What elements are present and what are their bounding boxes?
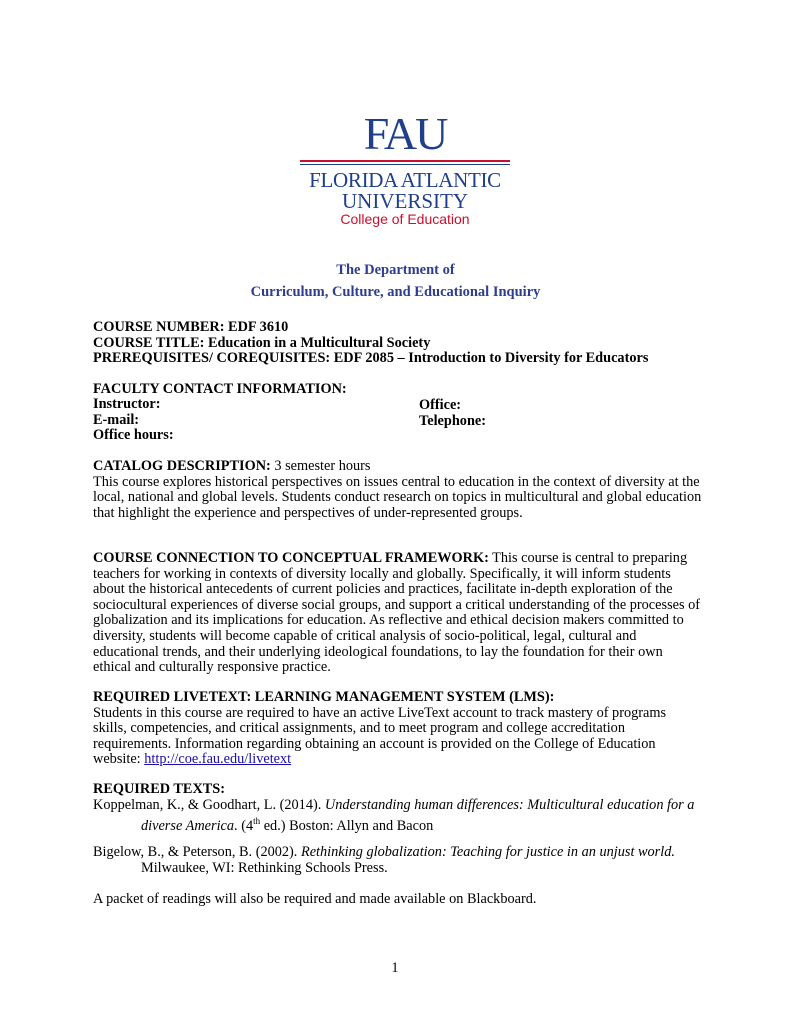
framework-body: This course is central to preparing teachers for working in contexts of diversity locally and globally. Specifically, it will inform students about the historical antecedents of current policies and practices, facilitate in-depth exploration of the sociocultural experiences of diverse social groups, and support a critical understanding of the processes of globalization and its implications for education. As reflective and ethical decision makers committed to diversity, students will become capable of critical analysis of socio-political, legal, cultural and educational trends, and their underlying ideological foundations, to lay the foundation for their own ethical and culturally responsive practice. — [93, 550, 701, 676]
course-number: COURSE NUMBER: EDF 3610 — [93, 319, 289, 335]
course-prerequisites: PREREQUISITES/ COREQUISITES: EDF 2085 – Introduction to Diversity for Educators — [93, 350, 649, 366]
logo-blue-rule — [300, 164, 510, 165]
ref1-title: Understanding human differences: Multicultural education for a diverse America — [141, 797, 695, 834]
livetext-section — [93, 690, 703, 768]
faculty-heading: FACULTY CONTACT INFORMATION: — [93, 381, 347, 397]
logo-monogram: FAU — [363, 108, 447, 159]
reference-1 — [93, 798, 731, 834]
livetext-link[interactable]: http://coe.fau.edu/livetext — [144, 751, 292, 768]
email-label: E-mail: — [93, 412, 140, 428]
framework-heading: COURSE CONNECTION TO CONCEPTUAL FRAMEWORK: — [93, 550, 489, 566]
logo-line-college: College of Education — [340, 211, 470, 227]
packet-note: A packet of readings will also be required and made available on Blackboard. — [93, 891, 537, 907]
catalog-hours: 3 semester hours — [270, 458, 371, 474]
required-texts-heading: REQUIRED TEXTS: — [93, 781, 226, 797]
livetext-body: Students in this course are required to have an active LiveText account to track mastery of programs skills, competencies, and critical assignments, and to meet program and college accreditation requirements. Information regarding obtaining an account is provided on the College of Education website: — [93, 704, 667, 768]
catalog-section — [93, 459, 703, 521]
ref2-authors: Bigelow, B., & Peterson, B. (2002). — [93, 844, 301, 860]
framework-section — [93, 551, 703, 676]
office-hours-label: Office hours: — [93, 427, 174, 443]
ref1-rest: ed.) Boston: Allyn and Bacon — [260, 817, 434, 834]
instructor-label: Instructor: — [93, 396, 161, 412]
ref1-edition-sup: th — [253, 815, 261, 826]
ref1-authors: Koppelman, K., & Goodhart, L. (2014). — [93, 797, 325, 813]
page-number: 1 — [391, 960, 399, 976]
fau-logo — [300, 108, 510, 228]
department-line-1: The Department of — [336, 262, 455, 278]
office-label: Office: — [419, 397, 462, 413]
ref1-edition-pre: . (4 — [234, 817, 254, 834]
department-line-2: Curriculum, Culture, and Educational Inquiry — [250, 284, 541, 300]
ref2-title: Rethinking globalization: Teaching for justice in an unjust world. — [300, 844, 675, 860]
reference-2 — [93, 845, 731, 876]
telephone-label: Telephone: — [419, 413, 486, 429]
livetext-heading: REQUIRED LIVETEXT: LEARNING MANAGEMENT SYSTEM (LMS): — [93, 689, 555, 705]
catalog-body: This course explores historical perspectives on issues central to education in the context of diversity at the local, national and global levels. Students conduct research on topics in multicultural and global education that highlight the experience and perspectives of under-represented groups. — [93, 473, 702, 521]
logo-line-university: UNIVERSITY — [342, 189, 468, 213]
logo-line-florida-atlantic: FLORIDA ATLANTIC — [309, 168, 501, 192]
course-title: COURSE TITLE: Education in a Multicultural Society — [93, 335, 431, 351]
logo-red-rule — [300, 160, 510, 162]
ref2-rest: Milwaukee, WI: Rethinking Schools Press. — [141, 859, 388, 876]
catalog-heading: CATALOG DESCRIPTION: — [93, 458, 271, 474]
